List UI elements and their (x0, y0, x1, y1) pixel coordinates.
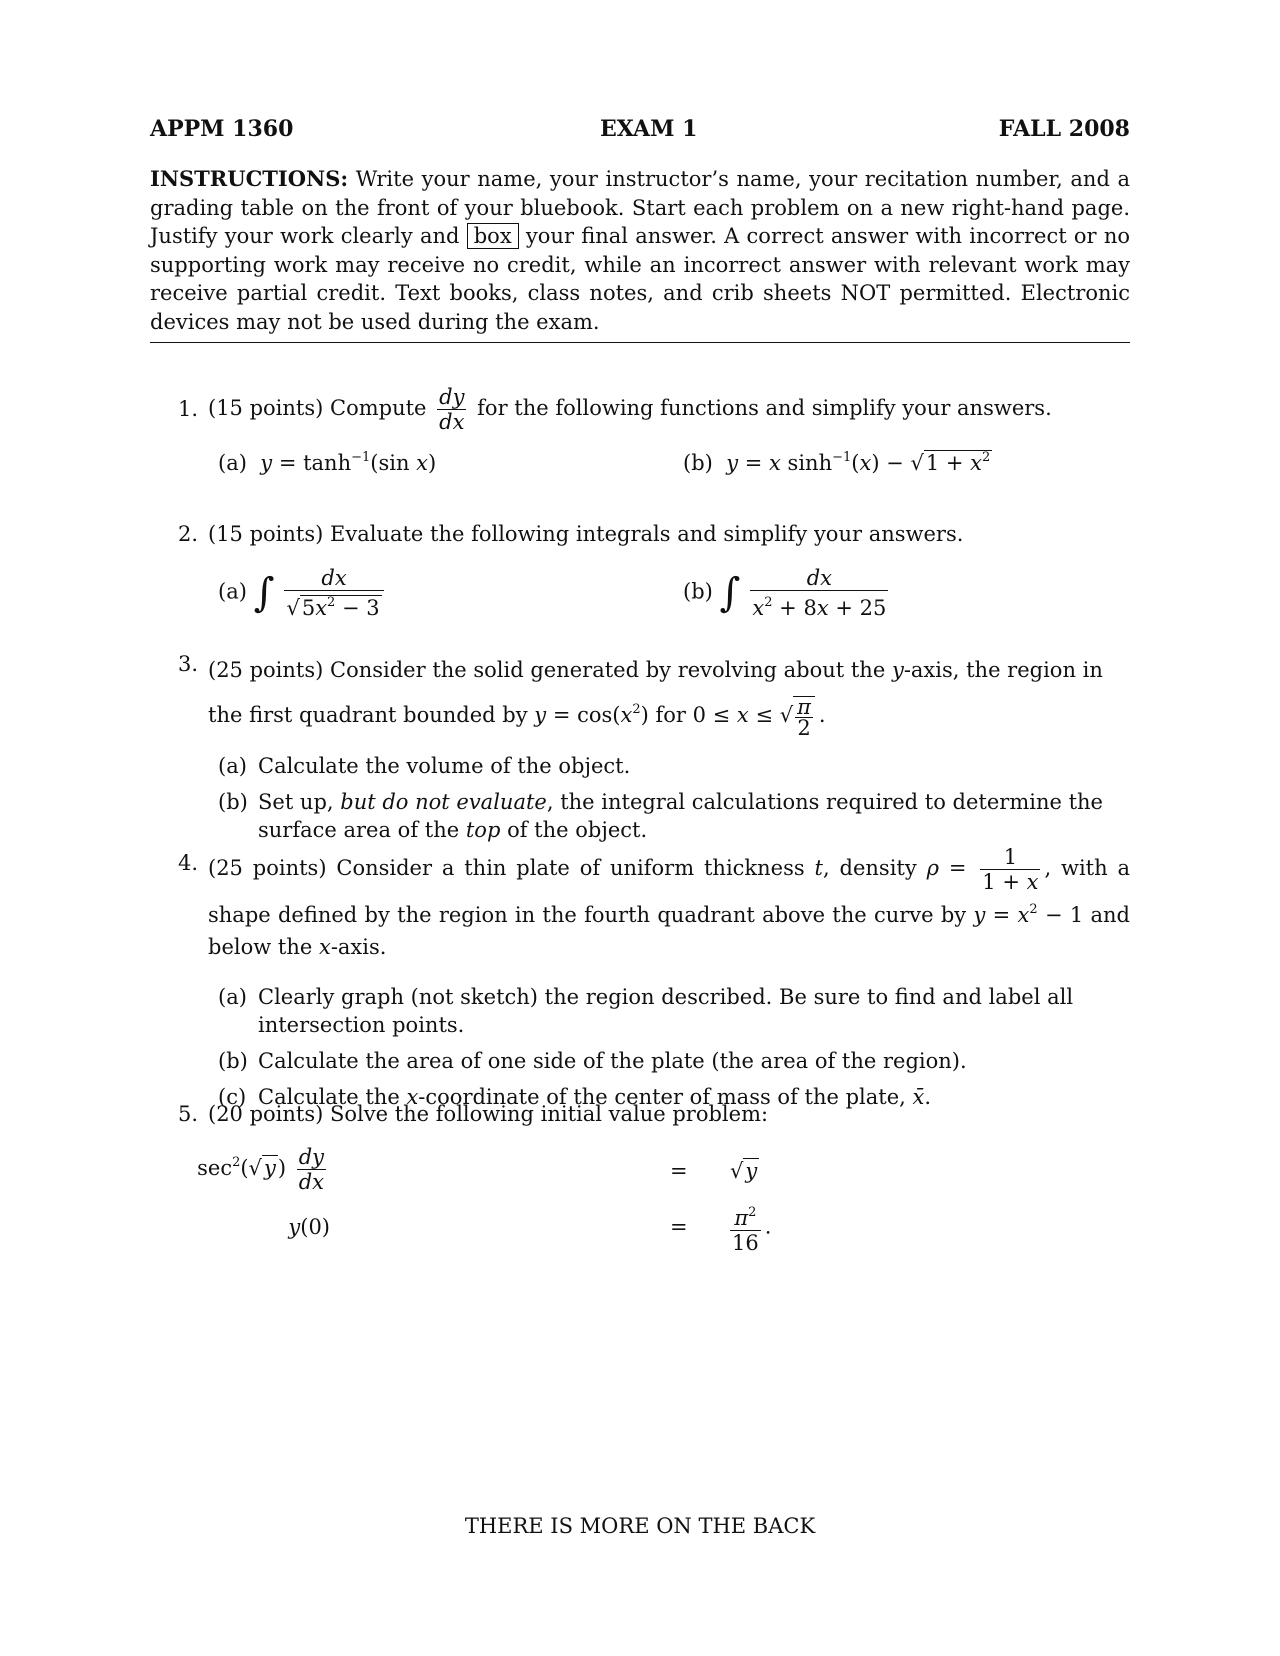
derivative-fraction: $\frac{dy}{dx}$ (439, 385, 465, 434)
instructions-text-2: your final answer. A correct answer with incorrect or no supporting work may receive no credit, while an incorrect answer with relevant work may receive partial credit. Text books, class notes, and crib sheets NOT permitted. Electronic devices may not be used during the exam. (150, 224, 1130, 334)
problem-1 (178, 385, 1130, 490)
instructions (150, 165, 1130, 336)
part-b: (b) y = x $\sinh^{-1}(x) - √1 + x^2$ (683, 450, 991, 475)
problem-number: 4. (178, 851, 199, 875)
problem-5-statement: (20 points) Solve the following initial value problem: (208, 1102, 769, 1126)
exam-page: APPM 1360 EXAM 1 FALL 2008 INSTRUCTIONS: Write your name, your instructor’s name, your recitation number, and a grading table on the front of your bluebook. Start each problem on a new right-hand page. Justify your work clearly and box your final answer. A correct answer with incorrect or no supporting work may receive no credit, while an incorrect answer with relevant work may receive partial credit. Text books, class notes, and crib sheets NOT permitted. Electronic devices may not be used during the exam. 1. (15 points) Compute $\frac{dy}{dx}$ for the following functions and simplify your answers. (a) $y = \tanh^{-1}(\sin$ x) (b) y = x $\sinh^{-1}(x) - √1 + x^2$ 2. (15 points) Evaluate the following integrals and simplify your answers. (a) ∫ $\frac{dx}{√5x^2 - 3}$ (b) ∫ $\frac{dx}{x^2 + 8x + 25}$ 3. (25 points) Consider the solid generated by revolving about the y-axis, the region in the first quadrant bounded by $y = \cos(x^2)$ for 0 ≤ x ≤ √ $\frac{\pi}{2}$ . (a) Calculate the volume of the object. (b) Set up, but do not evaluate, the integral calculations required to determine the surface area of the top of the object. 4. (25 points) Consider a thin plate of uniform thickness t, density ρ = $\frac{1}{1 + x}$ , with a shape defined by the region in the fourth quadrant above the curve by $y = x^2 - 1$ and below the x-axis. (a) Clearly graph (not sketch) the region described. Be sure to find and label all intersection points. (b) Calculate the area of one side of the plate (the area of the region). (c) Calculate the x-coordinate of the center of mass of the plate, x̄. 5. (20 points) Solve the following initial value problem: $\sec^2(√y)$ $\frac{dy}{dx}$ = √y y(0) = $\frac{\pi^2}{16}$ . THERE IS MORE ON THE BACK (0, 0, 1280, 1656)
boxed-word: box (467, 223, 519, 249)
problem-4 (178, 845, 1130, 1111)
exam-term: FALL 2008 (998, 116, 1130, 142)
exam-header (150, 110, 1130, 150)
problem-text: for the following functions and simplify your answers. (477, 396, 1052, 420)
footer-note: THERE IS MORE ON THE BACK (464, 1514, 816, 1538)
problem-2-statement: (15 points) Evaluate the following integrals and simplify your answers. (208, 522, 964, 546)
instructions-text-1: Write your name, your instructor’s name, your recitation number, and a grading table on the front of your bluebook. Start each problem on a new right-hand page. Justify your work clearly and (150, 167, 1130, 248)
problem-2 (178, 520, 1130, 626)
problem-number: 5. (178, 1102, 199, 1126)
problem-3-part-b: (b) Set up, but do not evaluate, the integral calculations required to determine the surface area of the top of the object. (218, 789, 1103, 842)
instructions-label: INSTRUCTIONS: (150, 166, 349, 191)
problem-number: 3. (178, 652, 199, 676)
horizontal-rule (150, 342, 1130, 343)
part-a: (a) $y = \tanh^{-1}(\sin$ x) (218, 450, 437, 475)
problem-1-statement (208, 385, 1130, 434)
problem-number: 1. (178, 397, 199, 421)
problem-5 (178, 1100, 1130, 1128)
problem-4-part-a: (a) Clearly graph (not sketch) the region described. Be sure to find and label all intersection points. (218, 985, 1074, 1037)
problem-3-statement: (25 points) Consider the solid generated by revolving about the y-axis, the region in the first quadrant bounded by $y = \cos(x^2)$ for 0 ≤ x ≤ √ $\frac{\pi}{2}$ . (208, 658, 1103, 740)
course-code: APPM 1360 (150, 116, 294, 142)
problem-1-parts (178, 444, 1130, 490)
problem-4-part-b: (b) Calculate the area of one side of the plate (the area of the region). (218, 1049, 967, 1073)
part-b: (b) ∫ $\frac{dx}{x^2 + 8x + 25}$ (683, 566, 887, 620)
problem-2-parts (178, 566, 1130, 626)
problem-3 (178, 650, 1130, 844)
problem-number: 2. (178, 522, 199, 546)
problem-4-statement: (25 points) Consider a thin plate of uniform thickness t, density ρ = $\frac{1}{1 + x}$ , with a shape defined by the region in the fourth quadrant above the curve by $y = x^2 - 1$ and below the x-axis. (208, 845, 1131, 959)
problem-4-part-c: (c) Calculate the x-coordinate of the center of mass of the plate, x̄. (218, 1085, 932, 1109)
part-a: (a) ∫ $\frac{dx}{√5x^2 - 3}$ (218, 566, 388, 620)
problem-text: (15 points) Compute (208, 396, 427, 420)
problem-3-part-a: (a) Calculate the volume of the object. (218, 753, 631, 778)
exam-title: EXAM 1 (600, 116, 698, 142)
